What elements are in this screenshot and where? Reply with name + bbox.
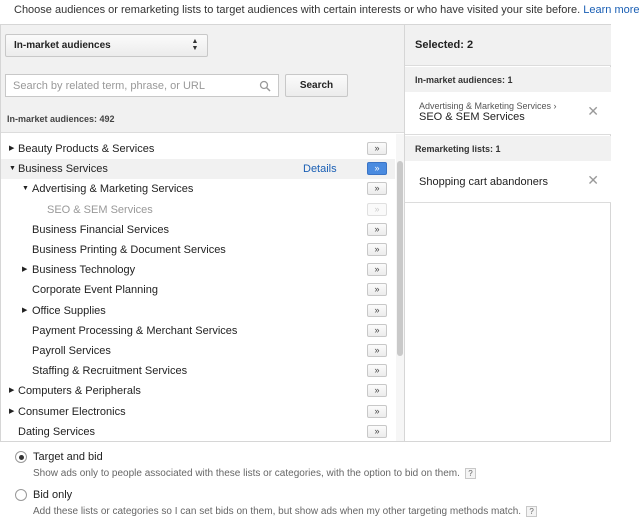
tree-row-label: Corporate Event Planning	[32, 284, 158, 297]
audience-type-select[interactable]	[5, 34, 208, 57]
tree-row-label: Payroll Services	[32, 345, 111, 357]
tree-row-label: Computers & Peripherals	[18, 385, 141, 398]
add-to-selected-button[interactable]: »	[367, 324, 387, 337]
add-to-selected-button[interactable]: »	[367, 364, 387, 377]
tree-row-label: Business Services	[18, 163, 108, 176]
search-input[interactable]	[5, 74, 279, 97]
bid-only-radio[interactable]	[15, 489, 27, 501]
tree-row[interactable]	[1, 402, 395, 422]
target-and-bid-desc-text: Show ads only to people associated with these lists or categories, with the option to bid on them.	[33, 468, 460, 480]
tree-scrollbar-thumb[interactable]	[397, 161, 403, 356]
add-to-selected-button[interactable]: »	[367, 304, 387, 317]
remove-icon[interactable]: ✕	[587, 103, 599, 119]
browse-pane	[1, 25, 405, 441]
tree-row-label: Dating Services	[18, 425, 96, 438]
tree-row[interactable]	[1, 422, 395, 442]
target-and-bid-description	[33, 468, 476, 479]
selected-pane	[405, 25, 611, 441]
audience-type-value: In-market audiences	[14, 40, 111, 51]
tree-row-label: SEO & SEM Services	[47, 203, 153, 216]
add-to-selected-button[interactable]: »	[367, 162, 387, 175]
selected-item-path: Advertising & Marketing Services ›	[419, 101, 557, 111]
audience-count: In-market audiences: 492	[7, 114, 115, 124]
add-to-selected-button[interactable]: »	[367, 263, 387, 276]
intro-text	[14, 4, 640, 16]
learn-more-link[interactable]: Learn more	[583, 4, 640, 16]
bid-only-description	[33, 506, 537, 517]
collapsed-triangle-icon[interactable]: ▶	[9, 407, 15, 415]
tree-row[interactable]	[1, 280, 395, 300]
category-tree	[1, 134, 395, 441]
tree-row-label: Business Financial Services	[32, 223, 169, 236]
expanded-triangle-icon[interactable]: ▼	[9, 165, 16, 173]
search-icon	[259, 80, 271, 92]
tree-row-label: Beauty Products & Services	[18, 143, 155, 155]
add-to-selected-button[interactable]: »	[367, 223, 387, 236]
add-to-selected-button[interactable]: »	[367, 384, 387, 397]
collapsed-triangle-icon[interactable]: ▶	[9, 145, 15, 152]
tree-row[interactable]	[1, 341, 395, 361]
add-to-selected-button: »	[367, 203, 387, 216]
help-icon[interactable]: ?	[465, 468, 476, 479]
selected-item-name: SEO & SEM Services	[419, 111, 525, 123]
radio-selected-dot	[19, 455, 24, 460]
selected-item-cart	[405, 161, 611, 203]
tree-row[interactable]	[1, 361, 395, 381]
tree-row[interactable]	[1, 260, 395, 280]
browse-toolbar	[1, 25, 404, 133]
tree-row-label: Business Technology	[32, 264, 136, 277]
add-to-selected-button[interactable]: »	[367, 405, 387, 418]
remove-icon[interactable]: ✕	[587, 172, 599, 188]
tree-row[interactable]	[1, 179, 395, 199]
tree-row[interactable]	[1, 381, 395, 401]
selected-item-name: Shopping cart abandoners	[419, 176, 549, 188]
collapsed-triangle-icon[interactable]: ▶	[22, 266, 28, 274]
tree-row[interactable]	[1, 159, 395, 179]
inmarket-section-head: In-market audiences: 1	[405, 67, 611, 92]
help-icon[interactable]: ?	[526, 506, 537, 517]
bid-only-label[interactable]: Bid only	[33, 489, 73, 501]
collapsed-triangle-icon[interactable]: ▶	[9, 387, 15, 395]
remarketing-section-head: Remarketing lists: 1	[405, 136, 611, 161]
search-button[interactable]: Search	[285, 74, 348, 97]
selected-item-seo	[405, 92, 611, 135]
tree-row-label: Consumer Electronics	[18, 405, 126, 418]
tree-row-label: Payment Processing & Merchant Services	[32, 324, 238, 337]
tree-row-label: Advertising & Marketing Services	[32, 183, 194, 196]
intro-description: Choose audiences or remarketing lists to target audiences with certain interests or who have visited your site before.	[14, 4, 581, 16]
search-placeholder: Search by related term, phrase, or URL	[13, 80, 205, 92]
add-to-selected-button[interactable]: »	[367, 283, 387, 296]
add-to-selected-button[interactable]: »	[367, 344, 387, 357]
tree-row[interactable]	[1, 220, 395, 240]
tree-row-label: Office Supplies	[32, 304, 106, 317]
target-and-bid-radio[interactable]	[15, 451, 27, 463]
selected-count: Selected: 2	[405, 25, 611, 66]
details-link[interactable]: Details	[303, 163, 337, 176]
tree-row-label: Business Printing & Document Services	[32, 244, 226, 256]
add-to-selected-button[interactable]: »	[367, 182, 387, 195]
add-to-selected-button[interactable]: »	[367, 142, 387, 155]
tree-row[interactable]	[1, 301, 395, 321]
add-to-selected-button[interactable]: »	[367, 425, 387, 438]
collapsed-triangle-icon[interactable]: ▶	[22, 306, 28, 314]
updown-arrows-icon: ▲ ▼	[191, 38, 199, 52]
expanded-triangle-icon[interactable]: ▼	[22, 185, 29, 193]
tree-row[interactable]	[1, 139, 395, 159]
tree-row[interactable]	[1, 200, 395, 220]
audience-picker-panel	[0, 24, 611, 442]
tree-row-label: Staffing & Recruitment Services	[32, 365, 188, 378]
tree-row[interactable]	[1, 321, 395, 341]
target-and-bid-label[interactable]: Target and bid	[33, 451, 103, 463]
targeting-options	[0, 445, 620, 525]
tree-row[interactable]	[1, 240, 395, 260]
add-to-selected-button[interactable]: »	[367, 243, 387, 256]
bid-only-desc-text: Add these lists or categories so I can set bids on them, but show ads when my other targeting methods match.	[33, 506, 522, 518]
